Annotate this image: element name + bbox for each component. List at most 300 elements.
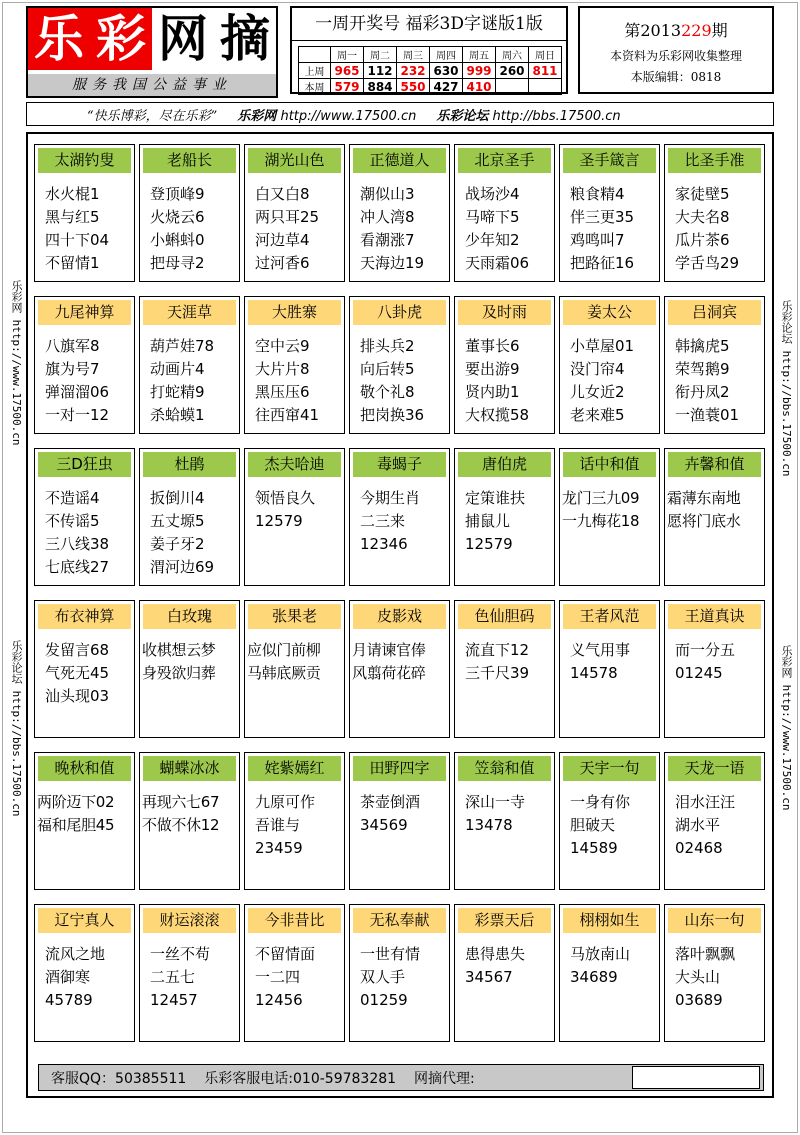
tip-card-body: [455, 791, 554, 837]
tip-line: 大片片8: [255, 360, 310, 378]
tip-card-title: 笠翁和值: [458, 756, 551, 781]
tip-card: [454, 144, 555, 282]
tip-line: 粮食精4: [570, 185, 625, 203]
tip-card-body: [665, 487, 764, 533]
tip-card-body: [35, 791, 134, 837]
tip-card-body: [140, 639, 239, 685]
tip-card-body: [350, 487, 449, 556]
tip-card: [454, 296, 555, 434]
tip-card-title: 圣手箴言: [563, 148, 656, 173]
tip-line: 一渔蓑01: [675, 406, 740, 424]
tip-line: 潮似山3: [360, 185, 415, 203]
tip-line: 天雨霜06: [465, 254, 530, 272]
draw-number: 427: [430, 79, 463, 95]
tip-card: [454, 448, 555, 586]
tip-line: 02468: [675, 839, 723, 857]
tip-card: [34, 600, 135, 738]
tip-card: [454, 600, 555, 738]
tip-card-title: 九尾神算: [38, 300, 131, 325]
tip-card: [454, 752, 555, 890]
tip-card-title: 彩票天后: [458, 908, 551, 933]
tip-line: 杀蛤蟆1: [150, 406, 205, 424]
tip-card-title: 晚秋和值: [38, 756, 131, 781]
footer-qq: 客服QQ：50385511: [51, 1070, 187, 1087]
tip-line: 登顶峰9: [150, 185, 205, 203]
tip-card: [34, 296, 135, 434]
this-week-label: 本周: [299, 79, 331, 95]
tip-line: 动画片4: [150, 360, 205, 378]
tip-card: [664, 904, 765, 1042]
tip-card: [664, 752, 765, 890]
tip-card-title: 姜太公: [563, 300, 656, 325]
tip-card: [34, 448, 135, 586]
tip-card-body: [665, 183, 764, 275]
tip-line: 鸡鸣叫7: [570, 231, 625, 249]
tip-line: 领悟良久: [255, 489, 316, 507]
tip-card-title: 大胜寨: [248, 300, 341, 325]
tip-card-body: [455, 487, 554, 556]
tip-line: 五丈塬5: [150, 512, 205, 530]
day-header: 周六: [496, 47, 529, 63]
tip-line: 一丝不苟: [150, 945, 211, 963]
lottery-table: [298, 46, 562, 95]
tip-card-title: 湖光山色: [248, 148, 341, 173]
tip-card-title: 辽宁真人: [38, 908, 131, 933]
lottery-title: 一周开奖号 福彩3D字谜版1版: [292, 8, 566, 41]
tip-card-body: [245, 943, 344, 1012]
banner-forum[interactable]: 乐彩论坛 http://bbs.17500.cn: [436, 108, 621, 124]
tip-line: 贤内助1: [465, 383, 520, 401]
tip-line: 黑与红5: [45, 208, 100, 226]
tip-line: 14589: [570, 839, 618, 857]
tip-line: 01245: [675, 664, 723, 682]
tip-card: [559, 448, 660, 586]
draw-number: 232: [397, 63, 430, 79]
issue-panel: [578, 6, 774, 94]
tip-line: 双人手: [360, 968, 406, 986]
tip-card-body: [140, 791, 239, 837]
tip-line: 12457: [150, 991, 198, 1009]
tip-card-body: [350, 335, 449, 427]
tip-line: 茶壶倒酒: [360, 793, 421, 811]
banner: [26, 102, 774, 126]
day-header: 周二: [364, 47, 397, 63]
tip-line: 水火棍1: [45, 185, 100, 203]
tip-card-title: 白玫瑰: [143, 604, 236, 629]
tip-line: 龙门三九09: [562, 489, 640, 507]
tip-card-body: [35, 183, 134, 275]
tip-line: 看潮涨7: [360, 231, 415, 249]
tip-line: 01259: [360, 991, 408, 1009]
tip-line: 四十下04: [45, 231, 110, 249]
tip-card: [664, 296, 765, 434]
logo-char-3: 网: [152, 8, 214, 70]
tip-line: 34689: [570, 968, 618, 986]
tip-line: 捕鼠儿: [465, 512, 511, 530]
tip-card: [244, 752, 345, 890]
side-caption-left-bottom: 乐彩论坛 http://bbs.17500.cn: [10, 640, 23, 817]
issue-note: 本资料为乐彩网收集整理: [609, 49, 742, 63]
tip-card: [34, 144, 135, 282]
tip-card-title: 王道真诀: [668, 604, 761, 629]
tip-card-title: 正德道人: [353, 148, 446, 173]
tip-line: 吾谁与: [255, 816, 301, 834]
draw-number: 999: [463, 63, 496, 79]
tip-line: 渭河边69: [150, 558, 215, 576]
tip-card: [559, 904, 660, 1042]
draw-number: 112: [364, 63, 397, 79]
tip-card-body: [140, 183, 239, 275]
tip-card-title: 天宇一句: [563, 756, 656, 781]
tip-line: 流直下12: [465, 641, 530, 659]
tip-card-title: 杰夫哈迪: [248, 452, 341, 477]
tip-card-title: 财运滚滚: [143, 908, 236, 933]
tip-card-title: 杜鹃: [143, 452, 236, 477]
logo-char-4: 摘: [214, 8, 276, 70]
tip-line: 姜子牙2: [150, 535, 205, 553]
tip-card-title: 老船长: [143, 148, 236, 173]
tip-line: 湖水平: [675, 816, 721, 834]
tip-card-title: 色仙胆码: [458, 604, 551, 629]
tip-card: [139, 296, 240, 434]
tip-card-title: 栩栩如生: [563, 908, 656, 933]
last-week-label: 上周: [299, 63, 331, 79]
tip-card-title: 卉馨和值: [668, 452, 761, 477]
tip-card-title: 今非昔比: [248, 908, 341, 933]
tip-card-title: 无私奉献: [353, 908, 446, 933]
tip-card: [244, 448, 345, 586]
tip-card: [244, 144, 345, 282]
tip-line: 大夫名8: [675, 208, 730, 226]
draw-number: [496, 79, 529, 95]
tip-card-title: 王者风范: [563, 604, 656, 629]
tip-line: 今期生肖: [360, 489, 421, 507]
tip-card-body: [350, 183, 449, 275]
tip-line: 定策谁扶: [465, 489, 526, 507]
draw-number: 579: [331, 79, 364, 95]
tip-card-title: 田野四字: [353, 756, 446, 781]
tip-line: 14578: [570, 664, 618, 682]
tip-card-title: 北京圣手: [458, 148, 551, 173]
agent-input-box: [632, 1066, 760, 1089]
logo-char-2: 彩: [90, 8, 152, 70]
tip-line: 胆破天: [570, 816, 616, 834]
tip-line: 二五七: [150, 968, 196, 986]
draw-number: 811: [529, 63, 562, 79]
tip-card-title: 张果老: [248, 604, 341, 629]
tip-line: 两只耳25: [255, 208, 320, 226]
tip-line: 冲人湾8: [360, 208, 415, 226]
tip-line: 瓜片茶6: [675, 231, 730, 249]
tip-card: [139, 600, 240, 738]
tip-line: 福和尾胆45: [37, 816, 115, 834]
tip-card-body: [350, 639, 449, 685]
tip-line: 儿女近2: [570, 383, 625, 401]
tip-card: [34, 752, 135, 890]
tip-line: 不留情1: [45, 254, 100, 272]
tip-line: 而一分五: [675, 641, 736, 659]
footer-phone: 乐彩客服电话:010-59783281: [204, 1070, 397, 1087]
tip-line: 葫芦娃78: [150, 337, 215, 355]
tip-card-title: 皮影戏: [353, 604, 446, 629]
tip-card: [559, 752, 660, 890]
tip-line: 一对一12: [45, 406, 110, 424]
tip-line: 少年知2: [465, 231, 520, 249]
tip-card: [139, 904, 240, 1042]
tip-line: 不留情面: [255, 945, 316, 963]
draw-number: 965: [331, 63, 364, 79]
tip-line: 汕头现03: [45, 687, 110, 705]
tip-card-title: 太湖钓叟: [38, 148, 131, 173]
tip-card-title: 天龙一语: [668, 756, 761, 781]
tip-card-title: 山东一句: [668, 908, 761, 933]
tip-card-title: 及时雨: [458, 300, 551, 325]
day-header: 周日: [529, 47, 562, 63]
tip-card: [139, 448, 240, 586]
tip-line: 一九梅花18: [562, 512, 640, 530]
tip-line: 风翦荷花碎: [352, 664, 426, 682]
logo-slogan: 服务我国公益事业: [28, 74, 276, 96]
tip-line: 衔丹凤2: [675, 383, 730, 401]
draw-number: 410: [463, 79, 496, 95]
tip-card-body: [560, 943, 659, 989]
tip-card: [664, 144, 765, 282]
tip-card-body: [35, 335, 134, 427]
side-caption-right-top: 乐彩论坛 http://bbs.17500.cn: [780, 300, 793, 477]
day-header: 周一: [331, 47, 364, 63]
tip-card-body: [665, 335, 764, 427]
tip-line: 把路征16: [570, 254, 635, 272]
tip-line: 发留言68: [45, 641, 110, 659]
tip-line: 23459: [255, 839, 303, 857]
tip-card-body: [245, 183, 344, 275]
tip-card-body: [560, 335, 659, 427]
tip-card-body: [665, 791, 764, 860]
side-caption-left-top: 乐彩网 http://www.17500.cn: [10, 280, 23, 446]
tip-line: 12579: [255, 512, 303, 530]
tip-card-title: 话中和值: [563, 452, 656, 477]
tip-line: 三千尺39: [465, 664, 530, 682]
tip-card: [559, 144, 660, 282]
tip-card-body: [455, 943, 554, 989]
tip-line: 愿将门底水: [667, 512, 741, 530]
tips-grid: [26, 132, 774, 1098]
draw-number: 260: [496, 63, 529, 79]
tip-line: 酒御寒: [45, 968, 91, 986]
tip-line: 45789: [45, 991, 93, 1009]
footer-agent: 网摘代理:: [414, 1070, 475, 1087]
tip-line: 敬个礼8: [360, 383, 415, 401]
tip-card: [349, 904, 450, 1042]
tip-card: [244, 296, 345, 434]
tip-card: [664, 600, 765, 738]
tip-line: 把母寻2: [150, 254, 205, 272]
tip-line: 河边草4: [255, 231, 310, 249]
logo: [26, 6, 278, 98]
tip-line: 马啼下5: [465, 208, 520, 226]
tip-line: 二三来: [360, 512, 406, 530]
tip-line: 34567: [465, 968, 513, 986]
tip-line: 两阶迈下02: [37, 793, 115, 811]
tip-card-body: [665, 639, 764, 685]
tip-line: 七底线27: [45, 558, 110, 576]
tip-card-body: [35, 639, 134, 708]
tip-line: 天海边19: [360, 254, 425, 272]
tip-line: 空中云9: [255, 337, 310, 355]
tip-line: 要出游9: [465, 360, 520, 378]
tip-card: [244, 600, 345, 738]
tip-line: 白又白8: [255, 185, 310, 203]
tip-line: 月请谏官俸: [352, 641, 426, 659]
tip-line: 三八线38: [45, 535, 110, 553]
tip-line: 排头兵2: [360, 337, 415, 355]
tip-card: [349, 448, 450, 586]
tip-card: [559, 600, 660, 738]
tip-line: 霜薄东南地: [667, 489, 741, 507]
tip-line: 深山一寺: [465, 793, 526, 811]
tip-line: 小草屋01: [570, 337, 635, 355]
tip-card-title: 八卦虎: [353, 300, 446, 325]
side-caption-right-bottom: 乐彩网 http://www.17500.cn: [780, 645, 793, 811]
tip-card-title: 蝴蝶冰冰: [143, 756, 236, 781]
tip-line: 34569: [360, 816, 408, 834]
tip-card: [559, 296, 660, 434]
tip-line: 火烧云6: [150, 208, 205, 226]
tip-card-body: [560, 791, 659, 860]
tip-card-title: 毒蝎子: [353, 452, 446, 477]
tip-line: 应似门前柳: [247, 641, 321, 659]
tip-line: 12456: [255, 991, 303, 1009]
tip-line: 患得患失: [465, 945, 526, 963]
tip-card-body: [560, 487, 659, 533]
tip-line: 12346: [360, 535, 408, 553]
tip-card-title: 唐伯虎: [458, 452, 551, 477]
tip-card-body: [455, 639, 554, 685]
tip-card-body: [560, 639, 659, 685]
tip-card-title: 吕洞宾: [668, 300, 761, 325]
tip-line: 落叶飘飘: [675, 945, 736, 963]
tip-line: 03689: [675, 991, 723, 1009]
tip-line: 马韩底厥贡: [247, 664, 321, 682]
tip-card: [349, 296, 450, 434]
tip-line: 义气用事: [570, 641, 631, 659]
tip-line: 大头山: [675, 968, 721, 986]
tip-card-body: [140, 943, 239, 1012]
draw-number: 630: [430, 63, 463, 79]
tip-card-title: 布衣神算: [38, 604, 131, 629]
tip-card-body: [455, 335, 554, 427]
tip-line: 战场沙4: [465, 185, 520, 203]
tip-line: 九原可作: [255, 793, 316, 811]
tip-card-body: [245, 791, 344, 860]
tip-line: 没门帘4: [570, 360, 625, 378]
tip-line: 12579: [465, 535, 513, 553]
tip-card: [34, 904, 135, 1042]
tip-line: 流风之地: [45, 945, 106, 963]
tip-card-body: [140, 487, 239, 579]
tip-card-title: 天涯草: [143, 300, 236, 325]
tip-card: [139, 144, 240, 282]
tip-card: [139, 752, 240, 890]
draw-number: 884: [364, 79, 397, 95]
tip-line: 学舌鸟29: [675, 254, 740, 272]
tip-card-body: [140, 335, 239, 427]
tip-card-body: [350, 791, 449, 837]
tip-line: 不做不休12: [142, 816, 220, 834]
tip-card-body: [455, 183, 554, 275]
tip-line: 黑压压6: [255, 383, 310, 401]
tip-card-body: [35, 487, 134, 579]
tip-card: [349, 600, 450, 738]
tip-card-title: 姹紫嫣红: [248, 756, 341, 781]
tip-line: 韩擒虎5: [675, 337, 730, 355]
tip-line: 收棋想云梦: [142, 641, 216, 659]
tip-card-body: [245, 335, 344, 427]
tip-line: 扳倒川4: [150, 489, 205, 507]
tip-line: 荣驾鹅9: [675, 360, 730, 378]
tip-card-body: [245, 639, 344, 685]
tip-card-title: 三D狂虫: [38, 452, 131, 477]
tip-card-body: [665, 943, 764, 1012]
tip-line: 13478: [465, 816, 513, 834]
tip-line: 一身有你: [570, 793, 631, 811]
day-header: 周四: [430, 47, 463, 63]
tip-card-body: [245, 487, 344, 533]
tip-line: 弹溜溜06: [45, 383, 110, 401]
tip-line: 再现六七67: [142, 793, 220, 811]
tip-line: 一二四: [255, 968, 301, 986]
tip-line: 马放南山: [570, 945, 631, 963]
issue-number-line: 第2013229期: [624, 21, 728, 40]
tip-line: 小蝌蚪0: [150, 231, 205, 249]
tip-card-body: [35, 943, 134, 1012]
banner-site[interactable]: 乐彩网 http://www.17500.cn: [237, 108, 417, 124]
tip-card-body: [350, 943, 449, 1012]
tip-line: 不造谣4: [45, 489, 100, 507]
tip-card-body: [560, 183, 659, 275]
tip-line: 董事长6: [465, 337, 520, 355]
tip-line: 八旗军8: [45, 337, 100, 355]
tip-line: 大权揽58: [465, 406, 530, 424]
tip-line: 身殁欲归葬: [142, 664, 216, 682]
tip-card: [664, 448, 765, 586]
banner-motto: “快乐博彩，尽在乐彩”: [87, 108, 218, 124]
tip-line: 旗为号7: [45, 360, 100, 378]
logo-char-1: 乐: [28, 8, 90, 70]
tip-line: 打蛇精9: [150, 383, 205, 401]
day-header: 周五: [463, 47, 496, 63]
tip-line: 泪水汪汪: [675, 793, 736, 811]
tip-card-title: 比圣手准: [668, 148, 761, 173]
tip-line: 往西窜41: [255, 406, 320, 424]
tip-card: [454, 904, 555, 1042]
tip-line: 一世有情: [360, 945, 421, 963]
lottery-results-panel: [290, 6, 568, 94]
tip-line: 过河香6: [255, 254, 310, 272]
tip-line: 向后转5: [360, 360, 415, 378]
tip-line: 家徒壁5: [675, 185, 730, 203]
tip-line: 气死无45: [45, 664, 110, 682]
tip-card: [349, 144, 450, 282]
tip-card: [244, 904, 345, 1042]
tip-line: 不传谣5: [45, 512, 100, 530]
tip-line: 伴三更35: [570, 208, 635, 226]
issue-editor: 本版编辑：0818: [630, 70, 722, 84]
draw-number: [529, 79, 562, 95]
tip-line: 老来难5: [570, 406, 625, 424]
tip-card: [349, 752, 450, 890]
tip-line: 把岗换36: [360, 406, 425, 424]
